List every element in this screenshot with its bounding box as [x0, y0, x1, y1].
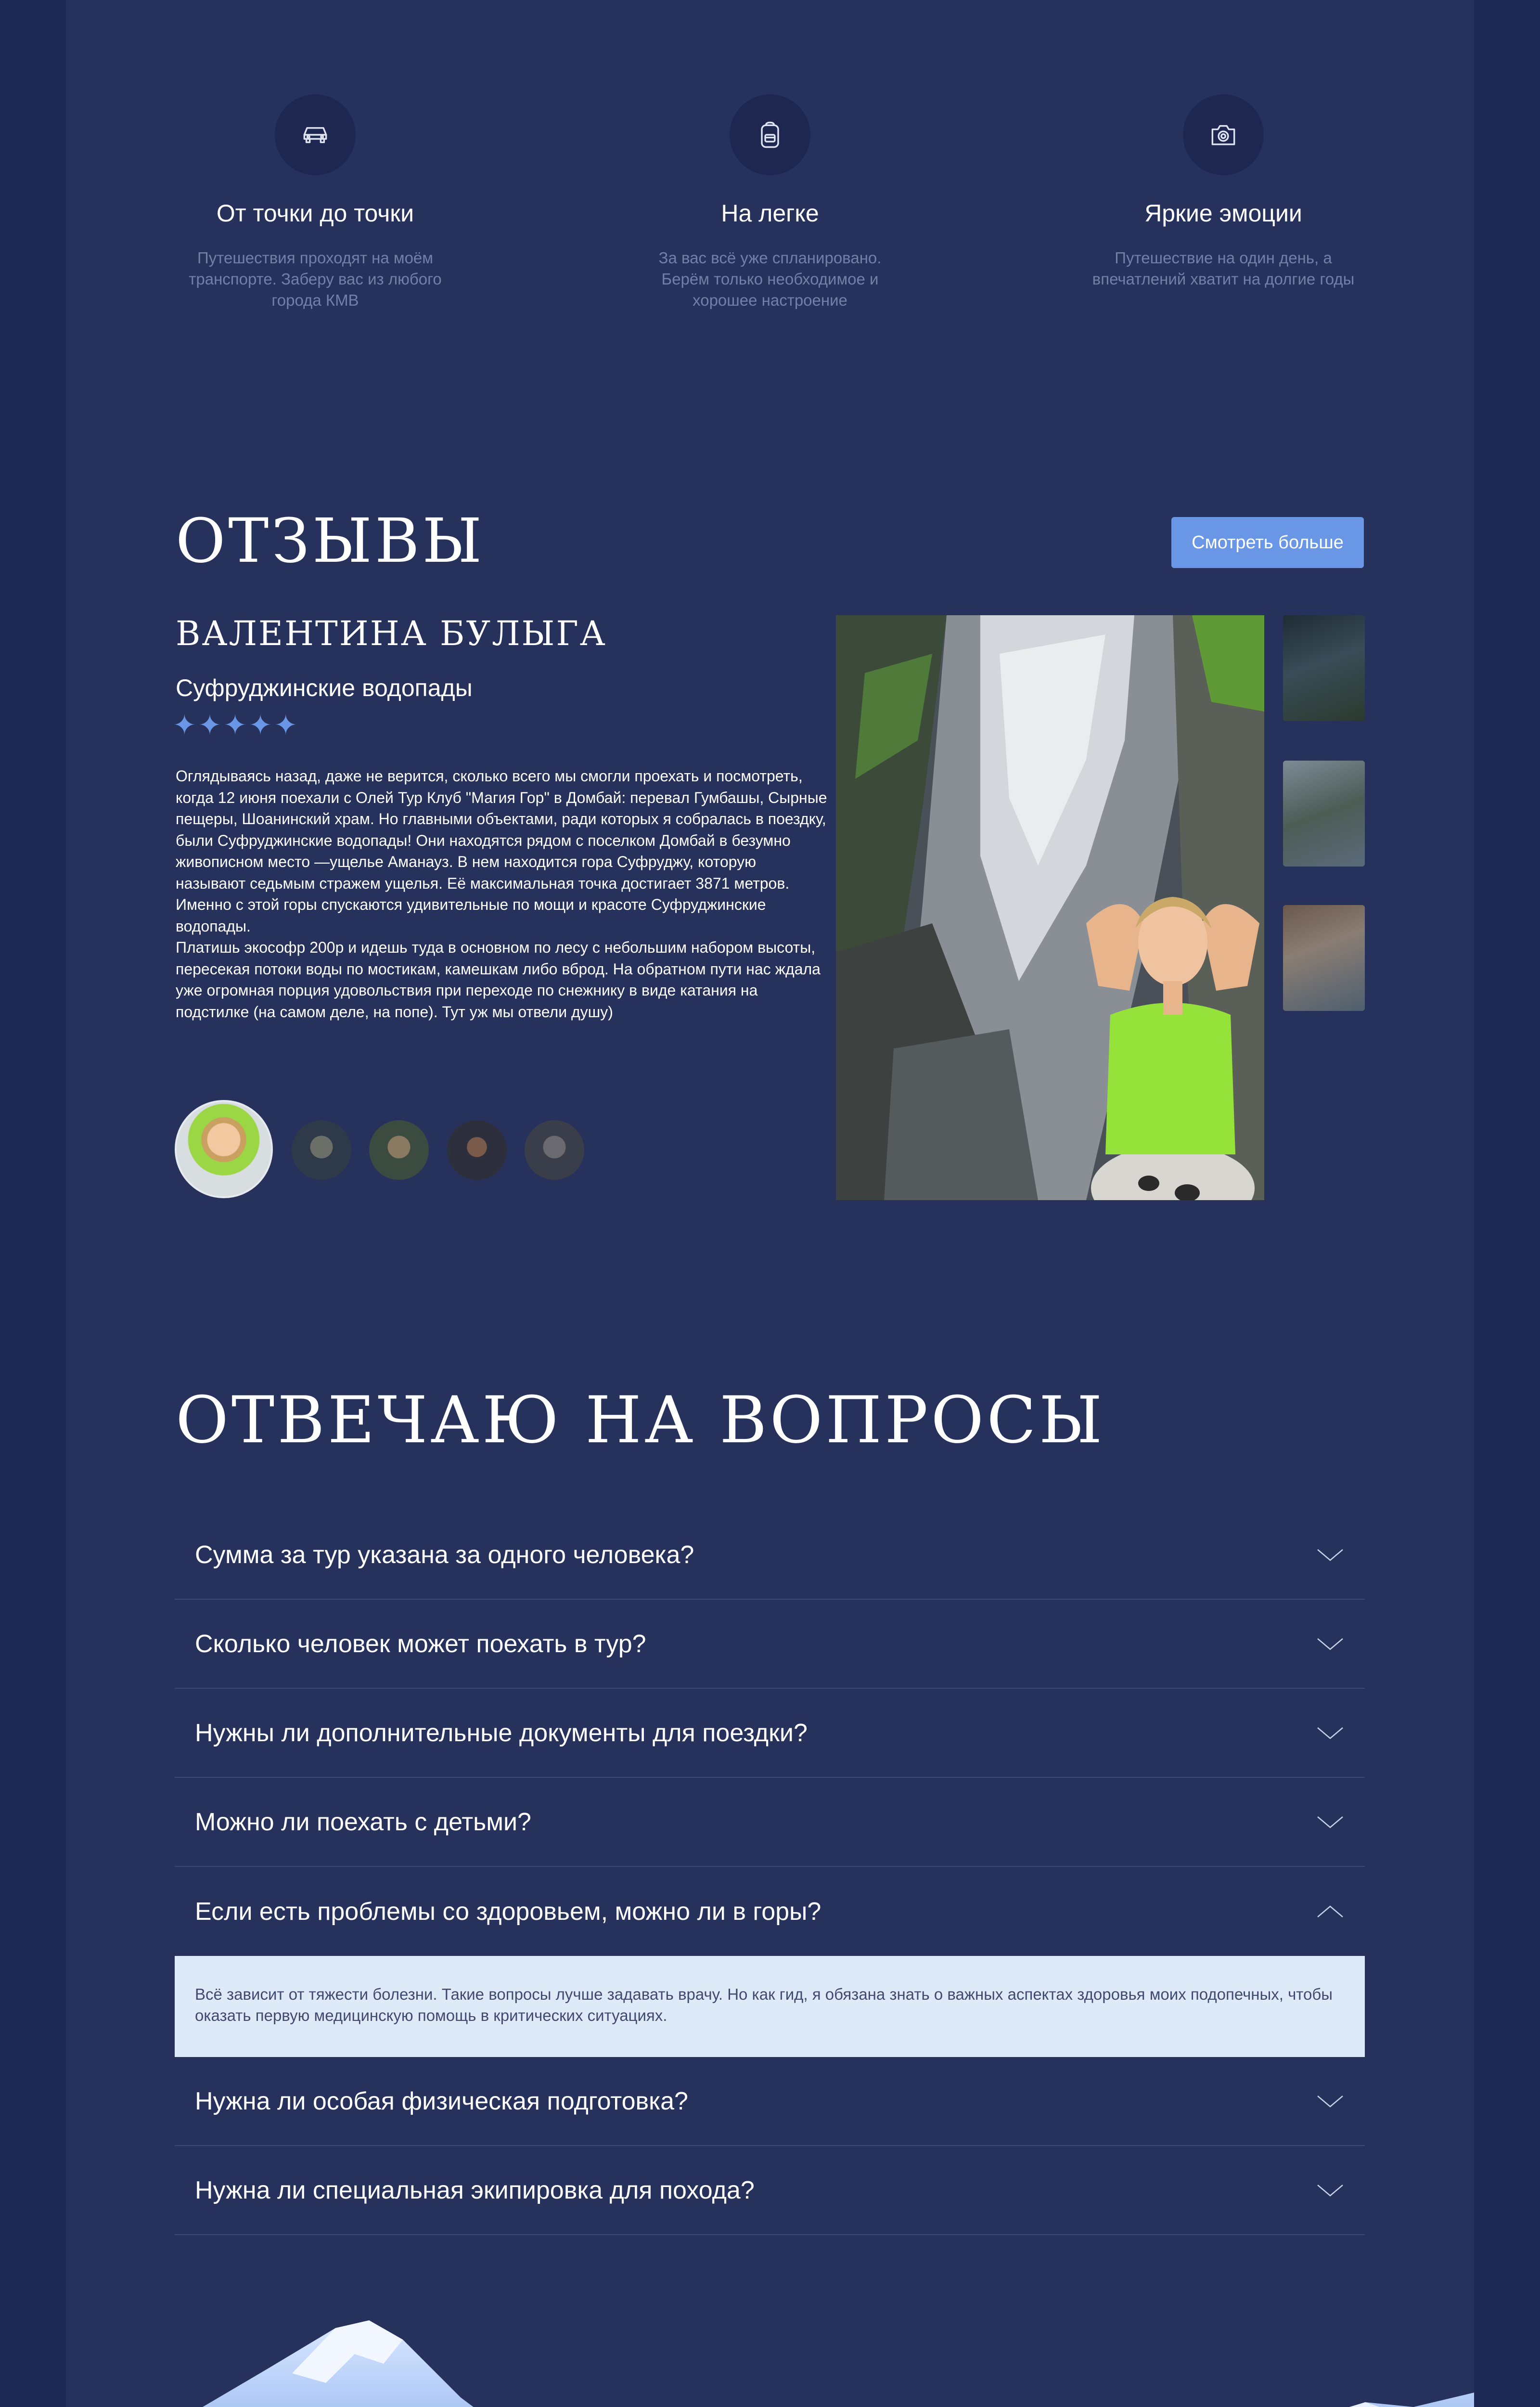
chevron-down-icon [1317, 1726, 1344, 1740]
review-photo-thumb[interactable] [1283, 905, 1365, 1011]
feature-icon-circle [1183, 94, 1264, 175]
page [66, 0, 1474, 2407]
feature-text: Путешествие на один день, а впечатлений хватит на долгие годы [1092, 249, 1355, 288]
rating-stars: ✦✦✦✦✦ [173, 710, 299, 741]
faq-question: Нужна ли особая физическая подготовка? [195, 2087, 688, 2115]
feature-icon-circle [730, 94, 810, 175]
feature-title: От точки до точки [216, 200, 414, 227]
avatar[interactable] [369, 1120, 429, 1180]
feature-text: Путешествия проходят на моём транспорте. Заберу вас из любого города КМВ [189, 249, 442, 309]
review-main-photo [836, 615, 1264, 1200]
waterfall-photo-illustration [836, 615, 1264, 1200]
chevron-down-icon [1317, 2094, 1344, 2109]
faq-title: ОТВЕЧАЮ НА ВОПРОСЫ [176, 1383, 1105, 1458]
avatar[interactable] [525, 1120, 584, 1180]
camera-icon [1207, 118, 1240, 151]
avatar-active[interactable] [175, 1100, 273, 1198]
review-photo-thumb[interactable] [1283, 761, 1365, 867]
feature-emotions [1055, 94, 1392, 290]
review-photo-thumb[interactable] [1283, 615, 1365, 721]
avatar[interactable] [447, 1120, 507, 1180]
faq-question: Нужна ли специальная экипировка для похода? [195, 2176, 755, 2204]
chevron-down-icon [1317, 2183, 1344, 2198]
reviews-title: ОТЗЫВЫ [176, 505, 485, 576]
feature-light [602, 94, 938, 311]
mountains-illustration [66, 2311, 1474, 2407]
faq-question: Если есть проблемы со здоровьем, можно ли в горы? [195, 1897, 821, 1926]
feature-title: На легке [721, 200, 819, 227]
faq-item[interactable] [175, 2057, 1365, 2146]
faq-item[interactable] [175, 2146, 1365, 2235]
feature-point-to-point [147, 94, 484, 311]
faq-question: Сумма за тур указана за одного человека? [195, 1540, 694, 1569]
review-place: Суфруджинские водопады [176, 674, 473, 701]
faq-question: Нужны ли дополнительные документы для поездки? [195, 1719, 808, 1747]
feature-title: Яркие эмоции [1144, 200, 1302, 227]
backpack-icon [754, 118, 786, 151]
faq-item[interactable] [175, 1778, 1365, 1867]
feature-icon-circle [275, 94, 356, 175]
see-more-button[interactable]: Смотреть больше [1171, 517, 1364, 568]
chevron-down-icon [1317, 1815, 1344, 1829]
faq-question: Сколько человек может поехать в тур? [195, 1630, 646, 1658]
faq-list [175, 1511, 1365, 2235]
avatar[interactable] [292, 1120, 351, 1180]
chevron-up-icon [1317, 1904, 1344, 1919]
faq-item[interactable] [175, 1511, 1365, 1600]
faq-item-expanded[interactable] [175, 1867, 1365, 1956]
faq-item[interactable] [175, 1600, 1365, 1689]
reviewer-name: ВАЛЕНТИНА БУЛЫГА [176, 614, 607, 653]
faq-question: Можно ли поехать с детьми? [195, 1808, 531, 1836]
car-icon [299, 118, 332, 151]
feature-text: За вас всё уже спланировано. Берём только необходимое и хорошее настроение [658, 249, 882, 309]
chevron-down-icon [1317, 1637, 1344, 1651]
faq-item[interactable] [175, 1689, 1365, 1778]
chevron-down-icon [1317, 1548, 1344, 1562]
review-text: Оглядываясь назад, даже не верится, сколько всего мы смогли проехать и посмотреть, когда 12 июня поехали с Олей Тур Клуб "Магия Гор" в Домбай: перевал Гумбашы, Сырные пещеры, Шоанинский храм. Но главными объектами, ради которых я собралась в поездку, были Суфруджинские водопады! Они находятся рядом с поселком Домбай в безумно живописном место —ущелье Аманауз. В нем находится гора Суфруджу, которую называют седьмым стражем ущелья. Её максимальная точка достигает 3871 метров. Именно с этой горы спускаются удивительные по мощи и красоте Суфруджинские водопады. Платишь экософр 200р и идешь туда в основном по лесу с небольшим набором высоты, пересекая потоки воды по мостикам, камешкам либо вброд. На обратном пути нас ждала уже огромная порция удовольствия при переходе по снежнику в виде катания на подстилке (на самом деле, на попе). Тут уж мы отвели душу) [176, 767, 827, 1021]
faq-answer: Всё зависит от тяжести болезни. Такие вопросы лучше задавать врачу. Но как гид, я обязана знать о важных аспектах здоровья моих подопечных, чтобы оказать первую медицинскую помощь в критических ситуациях. [175, 1956, 1365, 2057]
